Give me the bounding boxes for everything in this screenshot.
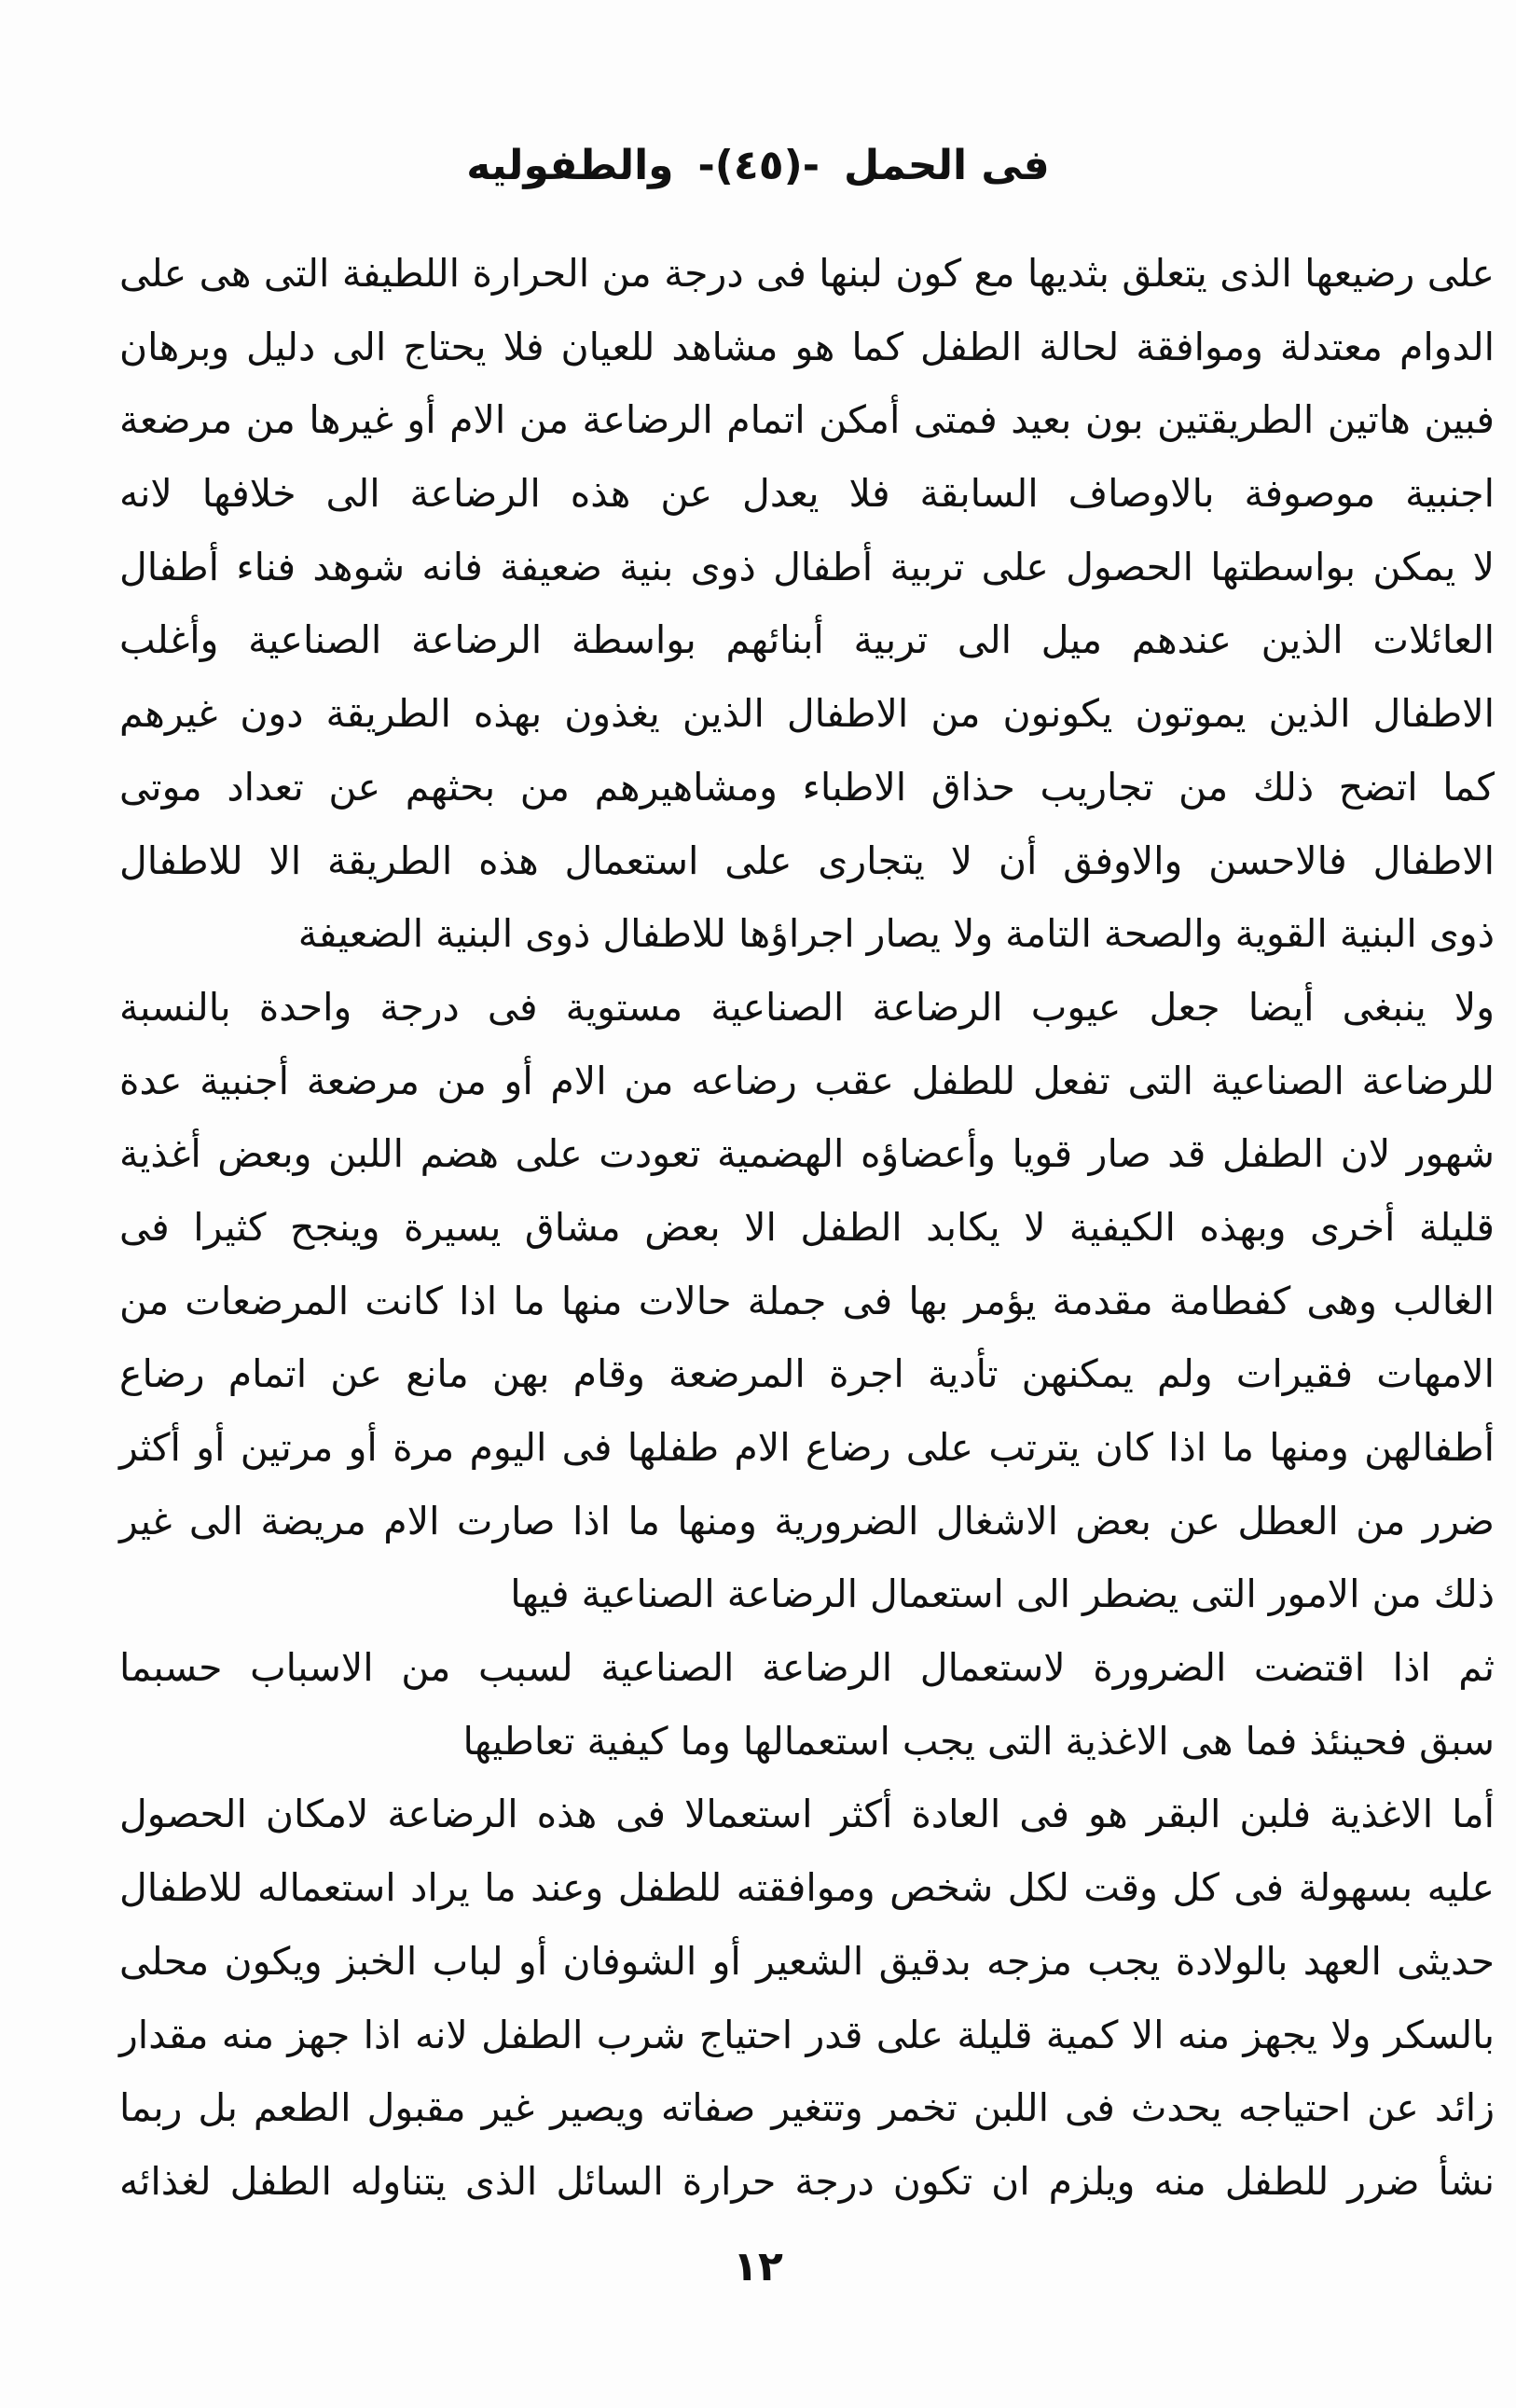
- text-line: [119, 824, 1495, 898]
- text-line-paragraph-end: [119, 1557, 1495, 1631]
- text-line-content: الامهات فقيرات ولم يمكنهن تأدية اجرة المرضعة وقام بهن مانع عن اتمام رضاع: [119, 1351, 1495, 1397]
- text-line-content: للرضاعة الصناعية التى تفعل للطفل عقب رضاعه من الام أو من مرضعة أجنبية عدة: [119, 1058, 1495, 1103]
- running-title-left: والطفوليه: [466, 142, 674, 189]
- text-line: [119, 531, 1495, 604]
- text-line: [119, 1999, 1495, 2072]
- text-line: [119, 1411, 1495, 1485]
- text-line: [119, 2145, 1495, 2219]
- text-line-content: أطفالهن ومنها ما اذا كان يترتب على رضاع الام طفلها فى اليوم مرة أو مرتين أو أكثر: [119, 1425, 1495, 1470]
- text-line: [119, 1117, 1495, 1191]
- text-line: [119, 677, 1495, 751]
- text-line: [119, 311, 1495, 384]
- running-header: [0, 132, 1516, 200]
- text-line-content: على رضيعها الذى يتعلق بثديها مع كون لبنها فى درجة من الحرارة اللطيفة التى هى على: [119, 251, 1495, 296]
- text-line: [119, 1851, 1495, 1925]
- text-line-content: اجنبية موصوفة بالاوصاف السابقة فلا يعدل عن هذه الرضاعة الى خلافها لانه: [119, 471, 1495, 517]
- text-line: [119, 1191, 1495, 1265]
- running-title-right: فى الحمل: [843, 142, 1050, 189]
- text-line-content: الاطفال الذين يموتون يكونون من الاطفال الذين يغذون بهذه الطريقة دون غيرهم: [119, 691, 1495, 737]
- text-line-content: الدوام معتدلة وموافقة لحالة الطفل كما هو مشاهد للعيان فلا يحتاج الى دليل وبرهان: [119, 324, 1495, 369]
- text-line: [119, 971, 1495, 1045]
- text-line: [119, 1631, 1495, 1705]
- text-line: [119, 603, 1495, 677]
- text-line-content: ذلك من الامور التى يضطر الى استعمال الرضاعة الصناعية فيها: [510, 1571, 1495, 1617]
- text-line: [119, 457, 1495, 531]
- text-line-content: كما اتضح ذلك من تجاريب حذاق الاطباء ومشاهيرهم من بحثهم عن تعداد موتى: [119, 764, 1495, 810]
- text-line: [119, 237, 1495, 311]
- text-line-content: ذوى البنية القوية والصحة التامة ولا يصار اجراؤها للاطفال ذوى البنية الضعيفة: [297, 911, 1495, 957]
- text-line-content: فبين هاتين الطريقتين بون بعيد فمتى أمكن اتمام الرضاعة من الام أو غيرها من مرضعة: [119, 397, 1495, 443]
- text-line-content: عليه بسهولة فى كل وقت لكل شخص وموافقته للطفل وعند ما يراد استعماله للاطفال: [119, 1865, 1495, 1911]
- page-reference: -(٤٥)-: [697, 142, 820, 189]
- text-line-content: سبق فحينئذ فما هى الاغذية التى يجب استعمالها وما كيفية تعاطيها: [462, 1718, 1495, 1764]
- text-line-content: لا يمكن بواسطتها الحصول على تربية أطفال ذوى بنية ضعيفة فانه شوهد فناء أطفال: [119, 544, 1495, 589]
- text-line: [119, 2071, 1495, 2145]
- text-line-content: قليلة أخرى وبهذه الكيفية لا يكابد الطفل الا بعض مشاق يسيرة وينجح كثيرا فى: [119, 1204, 1495, 1250]
- text-line-content: ثم اذا اقتضت الضرورة لاستعمال الرضاعة الصناعية لسبب من الاسباب حسبما: [119, 1645, 1495, 1691]
- text-line-content: نشأ ضرر للطفل منه ويلزم ان تكون درجة حرارة السائل الذى يتناوله الطفل لغذائه: [119, 2158, 1495, 2204]
- text-line-content: بالسكر ولا يجهز منه الا كمية قليلة على قدر احتياج شرب الطفل لانه اذا جهز منه مقدار: [119, 2012, 1495, 2057]
- text-line: [119, 383, 1495, 457]
- text-line-paragraph-end: [119, 897, 1495, 971]
- body-text: [119, 237, 1495, 2219]
- text-line-content: زائد عن احتياجه يحدث فى اللبن تخمر وتتغير صفاته ويصير غير مقبول الطعم بل ربما: [119, 2085, 1495, 2131]
- text-line-content: ضرر من العطل عن بعض الاشغال الضرورية ومنها ما اذا صارت الام مريضة الى غير: [119, 1498, 1495, 1543]
- text-line: [119, 1337, 1495, 1411]
- text-line: [119, 1778, 1495, 1851]
- text-line: [119, 1925, 1495, 1999]
- page-number: ١٢: [733, 2243, 783, 2290]
- text-line-content: الغالب وهى كفطامة مقدمة يؤمر بها فى جملة حالات منها ما اذا كانت المرضعات من: [119, 1278, 1495, 1323]
- text-line-content: حديثى العهد بالولادة يجب مزجه بدقيق الشعير أو الشوفان أو لباب الخبز ويكون محلى: [119, 1938, 1495, 1984]
- text-line: [119, 1045, 1495, 1118]
- text-line: [119, 1265, 1495, 1338]
- text-line: [119, 751, 1495, 824]
- text-line-paragraph-end: [119, 1705, 1495, 1778]
- text-line-content: ولا ينبغى أيضا جعل عيوب الرضاعة الصناعية مستوية فى درجة واحدة بالنسبة: [119, 984, 1495, 1030]
- text-line-content: شهور لان الطفل قد صار قويا وأعضاؤه الهضمية تعودت على هضم اللبن وبعض أغذية: [119, 1131, 1495, 1177]
- text-line: [119, 1485, 1495, 1558]
- text-line-content: أما الاغذية فلبن البقر هو فى العادة أكثر استعمالا فى هذه الرضاعة لامكان الحصول: [119, 1792, 1495, 1837]
- text-line-content: العائلات الذين عندهم ميل الى تربية أبنائهم بواسطة الرضاعة الصناعية وأغلب: [119, 617, 1495, 663]
- text-line-content: الاطفال فالاحسن والاوفق أن لا يتجارى على استعمال هذه الطريقة الا للاطفال: [119, 837, 1495, 883]
